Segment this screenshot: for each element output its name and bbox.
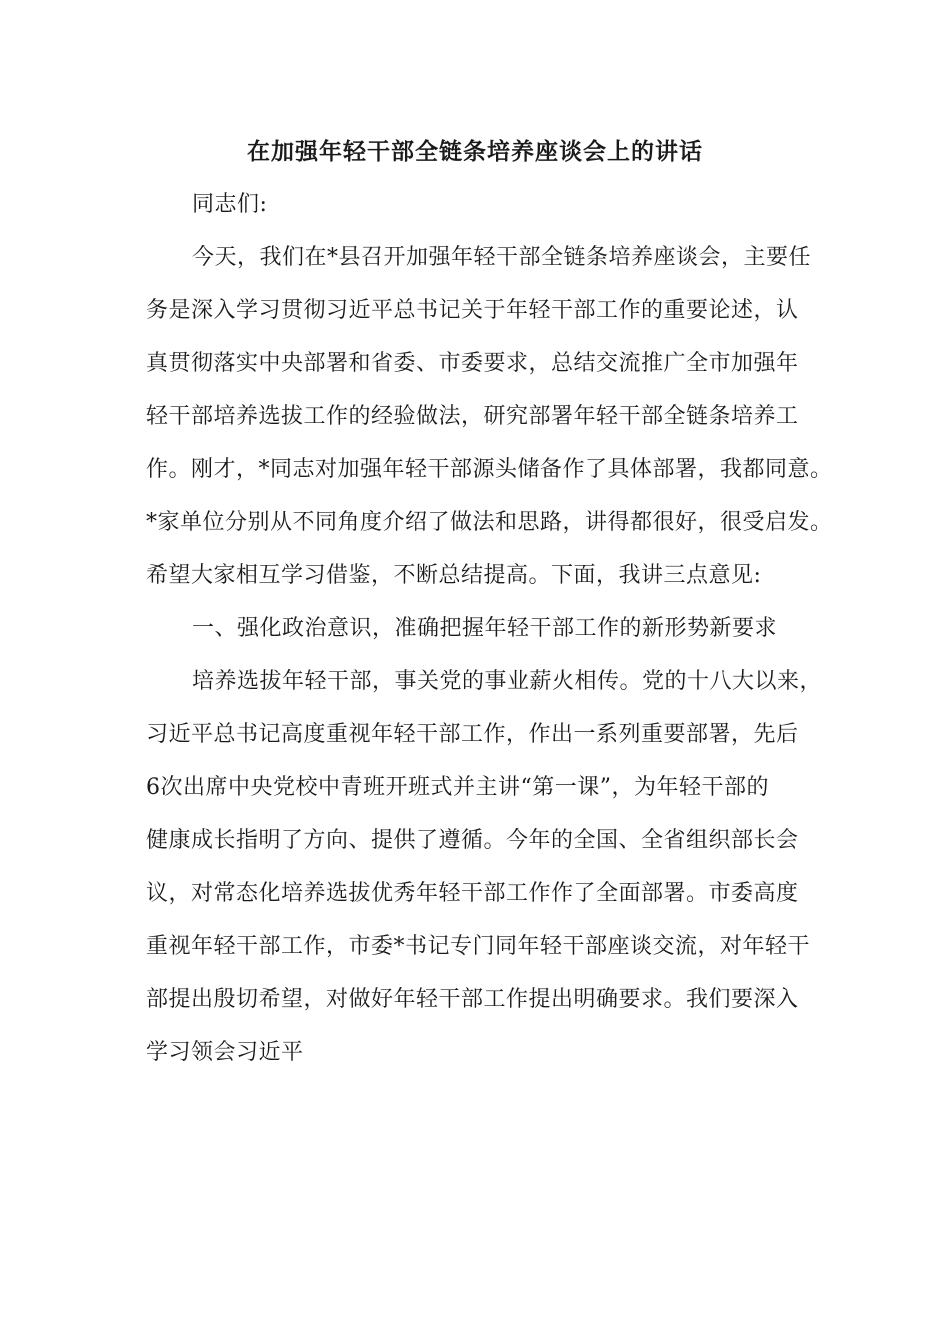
paragraph-line: 重视年轻干部工作，市委*书记专门同年轻干部座谈交流，对年轻干 (146, 934, 811, 959)
document-title: 在加强年轻干部全链条培养座谈会上的讲话 (247, 138, 703, 165)
paragraph-line: 习近平总书记高度重视年轻干部工作，作出一系列重要部署，先后 (146, 722, 799, 747)
paragraph-line: *家单位分别从不同角度介绍了做法和思路，讲得都很好，很受启发。 (146, 510, 833, 535)
paragraph-line: 真贯彻落实中央部署和省委、市委要求，总结交流推广全市加强年 (146, 351, 799, 376)
document-body (146, 178, 833, 1079)
paragraph-line: 培养选拔年轻干部，事关党的事业薪火相传。党的十八大以来， (192, 669, 823, 694)
paragraph-line: 今天，我们在*县召开加强年轻干部全链条培养座谈会，主要任 (192, 245, 812, 270)
salutation: 同志们: (192, 192, 268, 217)
paragraph-line: 务是深入学习贯彻习近平总书记关于年轻干部工作的重要论述，认 (146, 298, 799, 323)
paragraph-line: 作。刚才，*同志对加强年轻干部源头储备作了具体部署，我都同意。 (146, 457, 833, 482)
paragraph-line: 轻干部培养选拔工作的经验做法，研究部署年轻干部全链条培养工 (146, 404, 799, 429)
paragraph-line: 部提出殷切希望，对做好年轻干部工作提出明确要求。我们要深入 (146, 987, 799, 1012)
paragraph-line: 学习领会习近平 (146, 1040, 304, 1065)
paragraph-line: 议，对常态化培养选拔优秀年轻干部工作作了全面部署。市委高度 (146, 881, 799, 906)
paragraph-line: 健康成长指明了方向、提供了遵循。今年的全国、全省组织部长会 (146, 828, 799, 853)
paragraph-line: 6次出席中央党校中青班开班式并主讲“第一课”，为年轻干部的 (146, 775, 769, 800)
section-heading: 一、强化政治意识，准确把握年轻干部工作的新形势新要求 (192, 616, 778, 641)
paragraph-line: 希望大家相互学习借鉴，不断总结提高。下面，我讲三点意见: (146, 563, 762, 588)
